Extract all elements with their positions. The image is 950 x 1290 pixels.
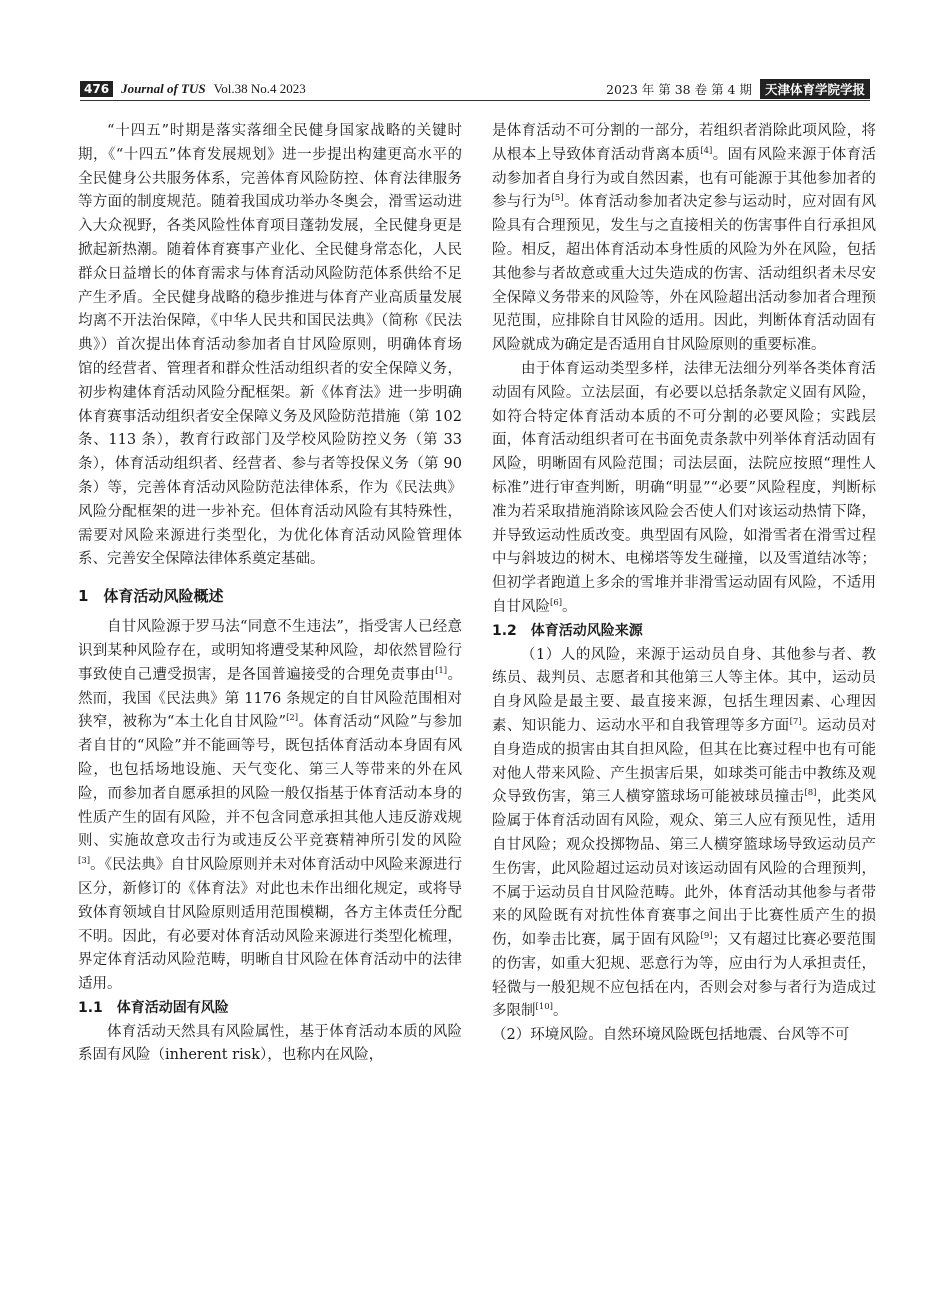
self-risk-paragraph [78, 616, 462, 997]
citation: [1] [435, 665, 448, 676]
citation: [7] [789, 716, 802, 727]
text-segment: 由于体育运动类型多样，法律无法细分列举各类体育活动固有风险。立法层面，有必要以总括条款定义固有风险，如符合特定体育活动本质的不可分割的必要风险；实践层面，体育活动组织者可在书面免责条款中列举体育活动固有风险，明晰固有风险范围；司法层面，法院应按照“理性人标准”进行审查判断，明确“明显”“必要”风险程度，判断标准为若采取措施消除该风险会否使人们对该运动热情下降，并导致运动性质改变。典型固有风险，如滑雪者在滑雪过程中与斜坡边的树木、电梯塔等发生碰撞，以及雪道结冰等；但初学者跑道上多余的雪堆并非滑雪运动固有风险，不适用自甘风险 [492, 360, 876, 615]
journal-volume: Vol.38 No.4 2023 [213, 81, 306, 96]
human-risk-paragraph [492, 644, 876, 1025]
running-header [80, 78, 870, 101]
header-left [80, 81, 306, 97]
citation: [3] [78, 856, 91, 867]
citation: [10] [535, 1002, 553, 1013]
text-segment: 。固有风险来源于体育活动参加者自身行为或自然因素，也有可能源于其他参加者的参与行为 [492, 146, 877, 211]
environment-risk-paragraph: （2）环境风险。自然环境风险既包括地震、台风等不可 [492, 1027, 850, 1044]
citation: [9] [700, 931, 713, 942]
intro-paragraph: “十四五”时期是落实落细全民健身国家战略的关键时期，《“十四五”体育发展规划》进一步提出构建更高水平的全民健身公共服务体系，完善体育风险防控、体育法律服务等方面的制度规范。随着我国成功举办冬奥会，滑雪运动进入大众视野，各类风险性体育项目蓬勃发展，全民健身更是掀起新热潮。随着体育赛事产业化、全民健身常态化，人民群众日益增长的体育需求与体育活动风险防范体系供给不足产生矛盾。全民健身战略的稳步推进与体育产业高质量发展均离不开法治保障，《中华人民共和国民法典》（简称《民法典》）首次提出体育活动参加者自甘风险原则，明确体育场馆的经营者、管理者和群众性活动组织者的安全保障义务，初步构建体育活动风险分配框架。新《体育法》进一步明确体育赛事活动组织者安全保障义务及风险防范措施（第 102 条、113 条），教育行政部门及学校风险防控义务（第 33 条），体育活动组织者、经营者、参与者等投保义务（第 90 条）等，完善体育活动风险防范法律体系，作为《民法典》风险分配框架的进一步补充。但体育活动风险有其特殊性，需要对风险来源进行类型化，为优化体育活动风险管理体系、完善安全保障法律体系奠定基础。 [78, 123, 462, 568]
section-heading-1-1: 1.1 体育活动固有风险 [78, 999, 229, 1016]
citation: [5] [551, 193, 564, 204]
inherent-risk-paragraph: 体育活动天然具有风险属性，基于体育活动本质的风险系固有风险（inherent risk），也称内在风险， [78, 1023, 462, 1064]
left-column [78, 120, 462, 1068]
text-segment: ；又有超过比赛必要范围的伤害，如重大犯规、恶意行为等，应由行为人承担责任，轻微与一般犯规不应包括在内，否则会对参与者行为造成过多限制 [492, 932, 877, 1020]
section-heading-1: 1 体育活动风险概述 [78, 587, 224, 606]
text-segment: 。运动员对自身造成的损害由其自担风险，但其在比赛过程中也有可能对他人带来风险、产生损害后果，如球类可能击中教练及观众导致伤害，第三人横穿篮球场可能被球员撞击 [492, 717, 876, 806]
text-segment: 。 [552, 1003, 568, 1020]
header-right [606, 79, 870, 99]
section-heading-1-2: 1.2 体育活动风险来源 [492, 622, 643, 639]
citation: [6] [550, 597, 563, 608]
page-number: 476 [80, 81, 113, 97]
inherent-risk-continued [492, 120, 876, 358]
text-segment: 。《民法典》自甘风险原则并未对体育活动中风险来源进行区分，新修订的《体育法》对此也未作出细化规定，或将导致体育领域自甘风险原则适用范围模糊，各方主体责任分配不明。因此，有必要对体育活动风险来源进行类型化梳理，界定体育活动风险范畴，明晰自甘风险在体育活动中的法律适用。 [78, 857, 462, 993]
text-segment: 。然而，我国《民法典》第 1176 条规定的自甘风险范围相对狭窄，被称为“本土化自甘风险” [78, 666, 463, 731]
text-segment: 。体育活动参加者决定参与运动时，应对固有风险具有合理预见，发生与之直接相关的伤害事件自行承担风险。相反，超出体育活动本身性质的风险为外在风险，包括其他参与者故意或重大过失造成的伤害、活动组织者未尽安全保障义务带来的风险等，外在风险超出活动参加者合理预见范围，应排除自甘风险的适用。因此，判断体育活动固有风险就成为确定是否适用自甘风险原则的重要标准。 [492, 194, 877, 354]
citation: [2] [286, 713, 299, 724]
text-segment: 。体育活动“风险”与参加者自甘的“风险”并不能画等号，既包括体育活动本身固有风险，也包括场地设施、天气变化、第三人等带来的外在风险，而参加者自愿承担的风险一般仅指基于体育活动本身的性质产生的固有风险，并不包含同意承担其他人违反游戏规则、实施故意攻击行为或违反公平竞赛精神所引发的风险 [78, 714, 462, 850]
text-segment: 。 [562, 598, 577, 615]
journal-name: Journal of TUS [121, 81, 206, 96]
right-column [492, 120, 876, 1048]
text-segment: 自甘风险源于罗马法“同意不生违法”，指受害人已经意识到某种风险存在，或明知将遭受某种风险，却依然冒险行事致使自己遭受损害，是各国普遍接受的合理免责事由 [78, 619, 462, 683]
text-segment: ，此类风险属于体育活动固有风险，观众、第三人应有预见性，适用自甘风险；观众投掷物品、第三人横穿篮球场导致运动员产生伤害，此风险超过运动员对该运动固有风险的合理预判，不属于运动员自甘风险范畴。此外，体育活动其他参与者带来的风险既有对抗性体育赛事之间出于比赛性质产生的损伤，如拳击比赛，属于固有风险 [492, 789, 877, 949]
risk-classification-paragraph [492, 358, 876, 620]
citation: [4] [700, 145, 713, 156]
issue-info: 2023 年 第 38 卷 第 4 期 [606, 82, 752, 97]
citation: [8] [804, 788, 817, 799]
text-segment: 是体育活动不可分割的一部分，若组织者消除此项风险，将从根本上导致体育活动背离本质 [492, 123, 876, 163]
journal-title-cn: 天津体育学院学报 [760, 79, 870, 99]
text-segment: （1）人的风险，来源于运动员自身、其他参与者、教练员、裁判员、志愿者和其他第三人等主体。其中，运动员自身风险是最主要、最直接来源，包括生理因素、心理因素、知识能力、运动水平和自我管理等多方面 [492, 646, 876, 734]
